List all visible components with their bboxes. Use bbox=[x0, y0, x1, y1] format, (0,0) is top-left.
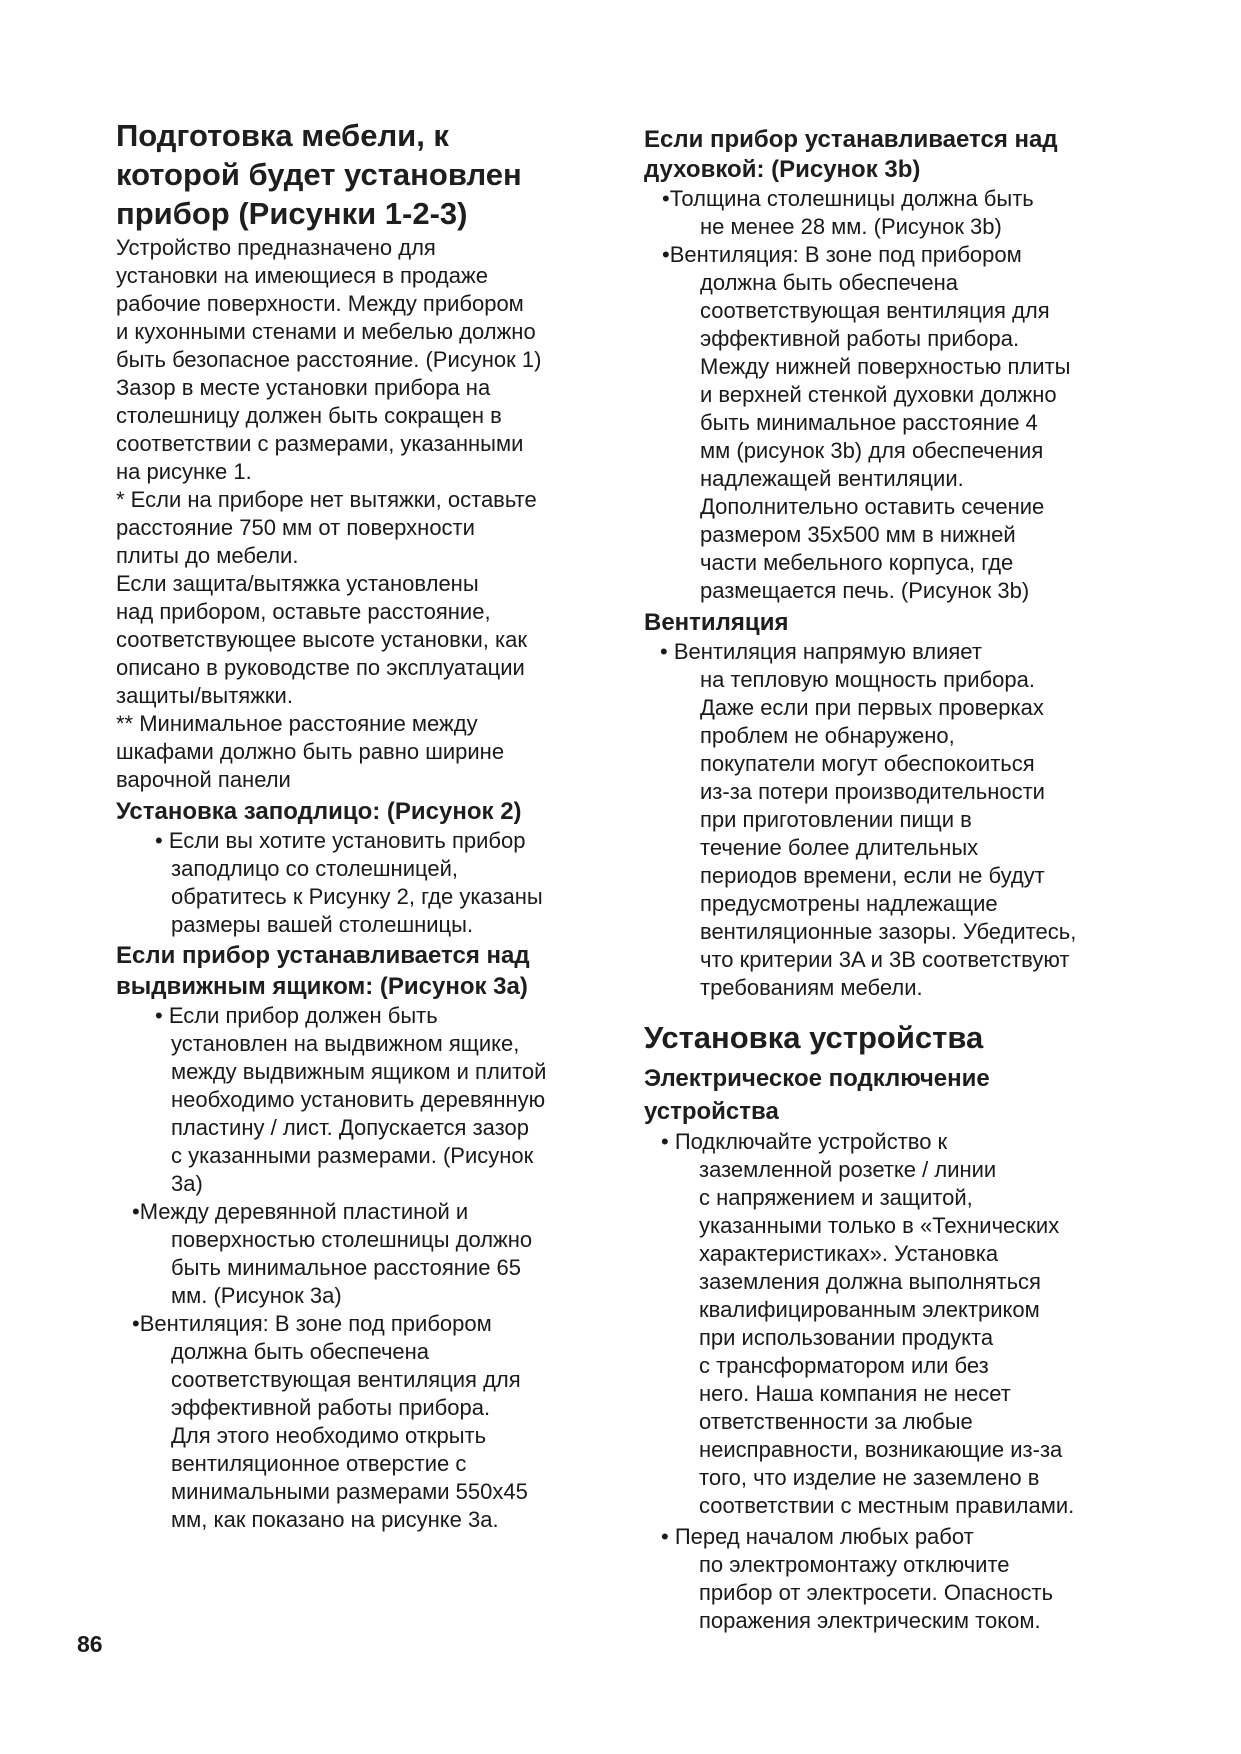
section-title-furniture-preparation: Подготовка мебели, к которой будет установлен прибор (Рисунки 1-2-3) bbox=[116, 118, 522, 231]
list-item-oven-ventilation: •Вентиляция: В зоне под прибором должна быть обеспечена соответствующая вентиляция для эффективной работы прибора. Между нижней поверхностью плиты и верхней стенкой духовки должно быть минимальное расстояние 4 мм (рисунок 3b) для обеспечения надлежащей вентиляции. Дополнительно оставить сечение размером 35x500 мм в нижней части мебельного корпуса, где размещается печь. (Рисунок 3b) bbox=[662, 242, 1071, 603]
heading-flush-installation: Установка заподлицо: (Рисунок 2) bbox=[116, 798, 522, 825]
list-item-flush: • Если вы хотите установить прибор заподлицо со столешницей, обратитесь к Рисунку 2, где указаны размеры вашей столешницы. bbox=[155, 828, 543, 937]
right-column bbox=[644, 116, 1144, 1635]
left-column bbox=[116, 116, 628, 1534]
list-item-drawer-distance: •Между деревянной пластиной и поверхностью столешницы должно быть минимальное расстояние 65 мм. (Рисунок 3a) bbox=[132, 1199, 533, 1308]
list-item-electrical-grounding: • Подключайте устройство к заземленной розетке / линии с напряжением и защитой, указанными только в «Технических характеристиках». Установка заземления должна выполняться квалифицированным электриком при использовании продукта с трансформатором или без него. Наша компания не несет ответственности за любые неисправности, возникающие из-за того, что изделие не заземлено в соответствии с местным правилами. bbox=[661, 1129, 1075, 1518]
heading-ventilation: Вентиляция bbox=[644, 609, 789, 636]
section-title-device-installation: Установка устройства bbox=[644, 1020, 984, 1055]
heading-electrical-connection: Электрическое подключение устройства bbox=[644, 1065, 990, 1125]
list-item-oven-thickness: •Толщина столешницы должна быть не менее 28 мм. (Рисунок 3b) bbox=[662, 186, 1034, 239]
page-number: 86 bbox=[77, 1631, 103, 1657]
list-item-drawer-ventilation: •Вентиляция: В зоне под прибором должна быть обеспечена соответствующая вентиляция для эффективной работы прибора. Для этого необходимо открыть вентиляционное отверстие с минимальными размерами 550x45 мм, как показано на рисунке 3a. bbox=[132, 1311, 528, 1532]
list-item-electrical-disconnect: • Перед началом любых работ по электромонтажу отключите прибор от электросети. Опасность поражения электрическим током. bbox=[661, 1524, 1054, 1633]
heading-over-oven: Если прибор устанавливается над духовкой: (Рисунок 3b) bbox=[644, 126, 1058, 183]
intro-paragraph: Устройство предназначено для установки на имеющиеся в продаже рабочие поверхности. Между прибором и кухонными стенами и мебелью должно быть безопасное расстояние. (Рисунок 1) Зазор в месте установки прибора на столешницу должен быть сокращен в соответствии с размерами, указанными на рисунке 1. * Если на приборе нет вытяжки, оставьте расстояние 750 мм от поверхности плиты до мебели. Если защита/вытяжка установлены над прибором, оставьте расстояние, соответствующее высоте установки, как описано в руководстве по эксплуатации защиты/вытяжки. ** Минимальное расстояние между шкафами должно быть равно ширине варочной панели bbox=[116, 235, 542, 792]
list-item-ventilation: • Вентиляция напрямую влияет на тепловую мощность прибора. Даже если при первых проверках проблем не обнаружено, покупатели могут обеспокоиться из-за потери производительности при приготовлении пищи в течение более длительных периодов времени, если не будут предусмотрены надлежащие вентиляционные зазоры. Убедитесь, что критерии 3A и 3B соответствуют требованиям мебели. bbox=[660, 639, 1077, 1000]
list-item-drawer-board: • Если прибор должен быть установлен на выдвижном ящике, между выдвижным ящиком и плитой необходимо установить деревянную пластину / лист. Допускается зазор с указанными размерами. (Рисунок 3a) bbox=[155, 1003, 547, 1196]
heading-over-drawer: Если прибор устанавливается над выдвижным ящиком: (Рисунок 3a) bbox=[116, 942, 530, 1000]
